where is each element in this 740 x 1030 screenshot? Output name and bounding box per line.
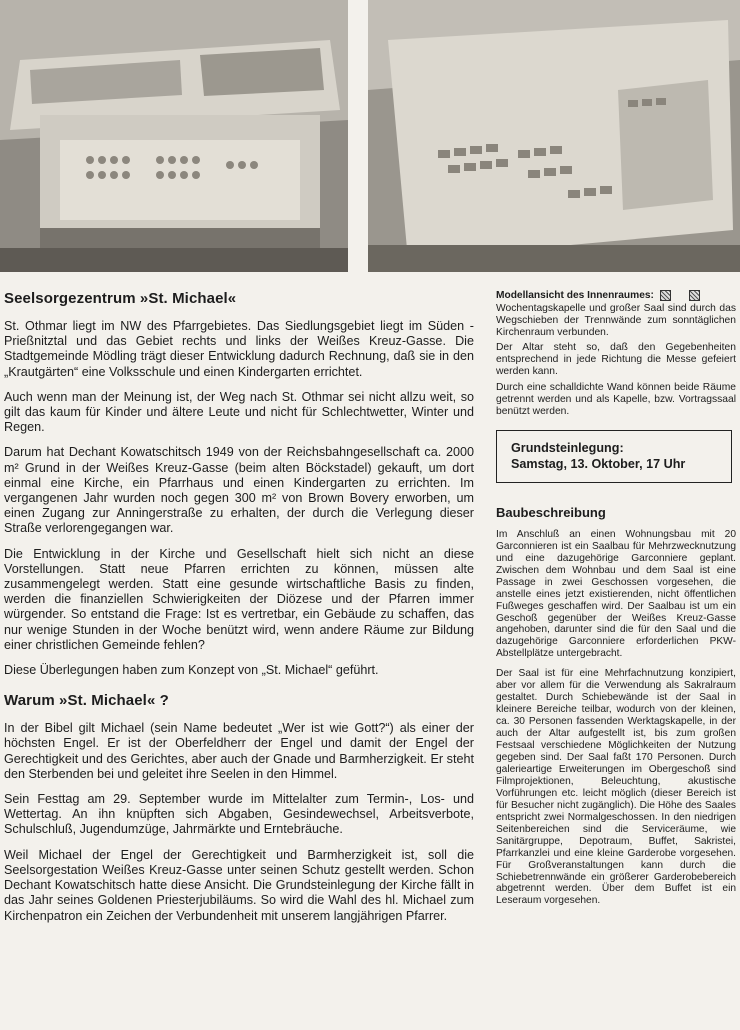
article-paragraph: St. Othmar liegt im NW des Pfarrgebietes. Das Siedlungsgebiet liegt im Süden - Prießnitztal und das Gebiet rechts und links der Weißes Kreuz-Gasse. Die Stadtgemeinde Mödling trägt dieser Entwicklung dadurch Rechnung, daß sie in den „Krautgärten“ eine Volksschule und einen Kindergarten errichtet. [4,319,474,379]
article-paragraph: Die Entwicklung in der Kirche und Gesellschaft hielt sich nicht an diese Vorstellungen. Statt neue Pfarren errichten zu können, müssen alte zusammengelegt werden. Statt eine gesunde wirtschaftliche Basis zu finden, werden die finanziellen Schwierigkeiten der Diözese und der Pfarren immer würgender. So entstand die Frage: Ist es vertretbar, ein Gebäude zu schaffen, das nur wenige Stunden in der Woche benützt wird, wenn andere Räume zur Bildung einer christlichen Gemeinde fehlen? [4,546,474,652]
construction-paragraph: Im Anschluß an einen Wohnungsbau mit 20 Garconnieren ist ein Saalbau für Mehrzwecknutzung und eine dazugehörige Garconniere geplant. Zwischen dem Wohnbau und dem Saal ist eine Passage in zwei Geschossen vorgesehen, die anstelle eines jetzt existierenden, nicht öffentlichen Fußweges geschaffen wird. Der Saalbau ist um ein Geschoß gegenüber der Weißes Kreuz-Gasse angehoben, darunter sind die für den Saal und die dazugehörige Garconniere erforderlichen PKW-Abstellplätze untergebracht. [496,528,736,660]
caption-paragraph: Der Altar steht so, daß den Gegebenheiten entsprechend in jede Richtung die Messe gefeiert werden kann. [496,342,736,378]
article-paragraph: Diese Überlegungen haben zum Konzept von „St. Michael“ geführt. [4,663,379,678]
article-paragraph: In der Bibel gilt Michael (sein Name bedeutet „Wer ist wie Gott?“) als einer der höchsten Engel. Er ist der Oberfeldherr der Engel und damit der Engel der Gerechtigkeit und des Gerichtes, aber auch der Gnade und Barmherzigkeit. Er steht den Sterbenden bei und geleitet ihre Seelen in den Himmel. [4,721,474,781]
event-box [496,430,732,483]
side-column [496,282,736,915]
caption-title: Modellansicht des Innenraumes: [496,290,654,301]
main-article-column [4,282,474,934]
model-interior-photo [368,0,740,272]
caption-paragraph: Durch eine schalldichte Wand können beide Räume getrennt werden und als Kapelle, bzw. Vortragssaal benützt werden. [496,381,736,417]
article-paragraph: Darum hat Dechant Kowatschitsch 1949 von der Reichsbahngesellschaft ca. 2000 m² Grund in der Weißes Kreuz-Gasse (beim alten Böckstadel) gekauft, um dort einmal eine Kirche, ein Pfarrhaus und einen Kindergarten zu errichten. Im vergangenen Jahr wurden noch gegen 300 m² von Brown Bovery erworben, um einen Zugang zur Anningerstraße zu erhalten, der durch die Verlegung dieser Straße verlorengegangen war. [4,445,474,536]
construction-heading: Baubeschreibung [496,504,606,520]
event-date: Samstag, 13. Oktober, 17 Uhr [511,456,686,471]
model-exterior-photo [0,0,348,272]
photo-reference-icon [660,290,671,301]
caption-title-row [496,290,736,301]
article-paragraph: Sein Festtag am 29. September wurde im Mittelalter zum Termin-, Los- und Wettertag. An ihn knüpften sich Abgaben, Gesindewechsel, Arbeitsverbote, Schulschluß, Jugendumzüge, Jahrmärkte und Erntebräuche. [4,792,474,837]
article-heading: Seelsorgezentrum »St. Michael« [4,290,237,307]
construction-paragraph: Der Saal ist für eine Mehrfachnutzung konzipiert, aber vor allem für die Verwendung als Sakralraum gestaltet. Durch Schiebewände ist der Saal in kleinere Bereiche teilbar, wodurch von der kleinen, ca. 30 Personen fassenden Werktagskapelle, in der auch der Altar aufgestellt ist, bis zum großen Festsaal verschiedene Möglichkeiten der Nutzung gegeben sind. Der Saal faßt 170 Personen. Durch galerieartige Erweiterungen im Obergeschoß sind Filmprojektionen, Beleuchtung, akustische Vorführungen etc. leicht möglich (dieser Bereich ist für Besucher nicht zugänglich). Die Höhe des Saales entspricht zwei Normalgeschossen. In den niedrigen Seitenbereichen sind die Serviceräume, wie Sanitärgruppe, Depotraum, Buffet, Sakristei, Pfarrkanzlei und eine kleine Garderobe vorgesehen. Für Großveranstaltungen kann durch die Schiebetrennwände ein größerer Garderobebereich abgetrennt werden. Über dem Buffet ist ein Leseraum vorgesehen. [496,668,736,907]
event-title: Grundsteinlegung: [511,440,624,455]
photo-reference-icon [689,290,700,301]
article-paragraph: Auch wenn man der Meinung ist, der Weg nach St. Othmar sei nicht allzu weit, so gilt das kaum für Kinder und ältere Leute und nicht für Schlechtwetter, Winter und Regen. [4,389,474,435]
article-subheading: Warum »St. Michael« ? [4,692,169,710]
article-paragraph: Weil Michael der Engel der Gerechtigkeit und Barmherzigkeit ist, soll die Seelsorgestation Weißes Kreuz-Gasse unter seinen Schutz gestellt werden. Schon Dechant Kowatschitsch hatte diese Ansicht. Die Grundsteinlegung der Kirche fällt in das Jahr seines Goldenen Priesterjubiläums. So wird die Wahl des hl. Michael zum Kirchenpatron ein Zeichen der Verbundenheit mit unserem langjährigen Pfarrer. [4,847,474,923]
caption-paragraph: Wochentagskapelle und großer Saal sind durch das Wegschieben der Trennwände zum sonntäglichen Kirchenraum verbunden. [496,303,736,339]
